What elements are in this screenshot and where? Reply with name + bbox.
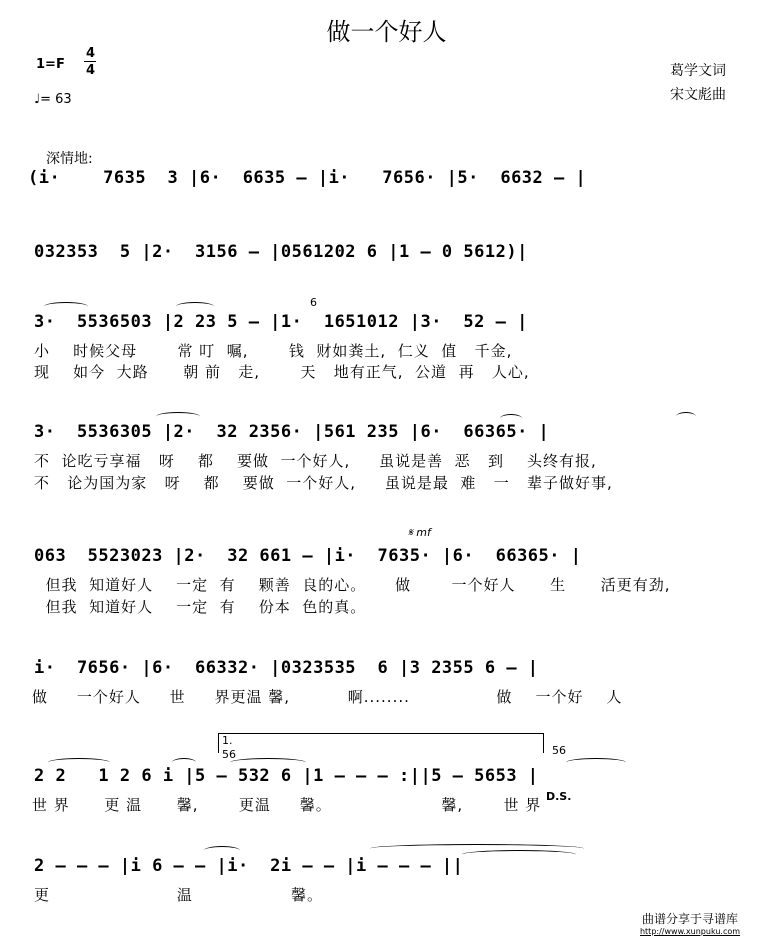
notation-row-2: 032353 5 |2· 3156 – |0561202 6 |1 – 0 5612)| <box>34 242 528 262</box>
time-sig-bottom: 4 <box>86 63 96 78</box>
volta-bracket-label: 1. <box>222 734 233 747</box>
time-sig-top: 4 <box>86 46 96 61</box>
notation-row-8: 2 – – – |i 6 – – |i· 2i – – |i – – – || <box>34 856 464 876</box>
ending-mark-2: 56 <box>552 744 566 757</box>
expression-mark: 深情地: <box>46 151 93 167</box>
notation-row-5: 063 5523023 |2· 32 661 – |i· 7635· |6· 66365· | <box>34 546 582 566</box>
notation-row-6: i· 7656· |6· 66332· |0323535 6 |3 2355 6 – | <box>34 658 539 678</box>
notation-row-1: (i· 7635 3 |6· 6635 – |i· 7656· |5· 6632 – | <box>28 168 587 188</box>
footer-text: 曲谱分享于寻谱库 <box>641 912 738 926</box>
lyrics-row-3-verse-1: 小 时候父母 常 叮 嘱, 钱 财如粪土, 仁义 值 千金, <box>34 342 513 360</box>
lyrics-row-7: 世 界 更 温 馨, 更温 馨。 馨, 世 界 <box>32 796 542 814</box>
lyrics-row-4-verse-1: 不 论吃亏享福 呀 都 要做 一个好人, 虽说是善 恶 到 头终有报, <box>34 452 597 470</box>
lyricist: 葛学文词 <box>670 63 726 79</box>
notation-row-3: 3· 5536503 |2 23 5 – |1· 1651012 |3· 52 – | <box>34 312 528 332</box>
composer: 宋文彪曲 <box>670 87 726 103</box>
footer-url[interactable]: http://www.xunpuku.com <box>639 927 741 936</box>
lyrics-row-4-verse-2: 不 论为国为家 呀 都 要做 一个好人, 虽说是最 难 一 辈子做好事, <box>34 474 613 492</box>
lyrics-row-5-verse-2: 但我 知道好人 一定 有 份本 色的真。 <box>34 598 367 616</box>
lyrics-row-3-verse-2: 现 如今 大路 朝 前 走, 天 地有正气, 公道 再 人心, <box>34 363 530 381</box>
lyrics-row-6: 做 一个好人 世 界更温 馨, 啊........ 做 一个好 人 <box>32 688 623 706</box>
triplet-mark: 6 <box>310 296 317 309</box>
dynamic-mark: 𝄋 mf <box>408 526 431 539</box>
notation-row-7: 2 2 1 2 6 i |5 – 532 6 |1 – – – :||5 – 5653 | <box>34 766 539 786</box>
footer-watermark <box>615 910 765 936</box>
tempo-mark: ♩= 63 <box>34 92 72 107</box>
ending-mark-1: 56 <box>222 748 236 761</box>
score-title: 做一个好人 <box>326 18 447 46</box>
ds-mark: D.S. <box>546 790 572 803</box>
lyrics-row-5-verse-1: 但我 知道好人 一定 有 颗善 良的心。 做 一个好人 生 活更有劲, <box>34 576 671 594</box>
key-signature: 1=F <box>36 57 65 72</box>
notation-row-4: 3· 5536305 |2· 32 2356· |561 235 |6· 66365· | <box>34 422 550 442</box>
lyrics-row-8: 更 温 馨。 <box>34 886 323 904</box>
